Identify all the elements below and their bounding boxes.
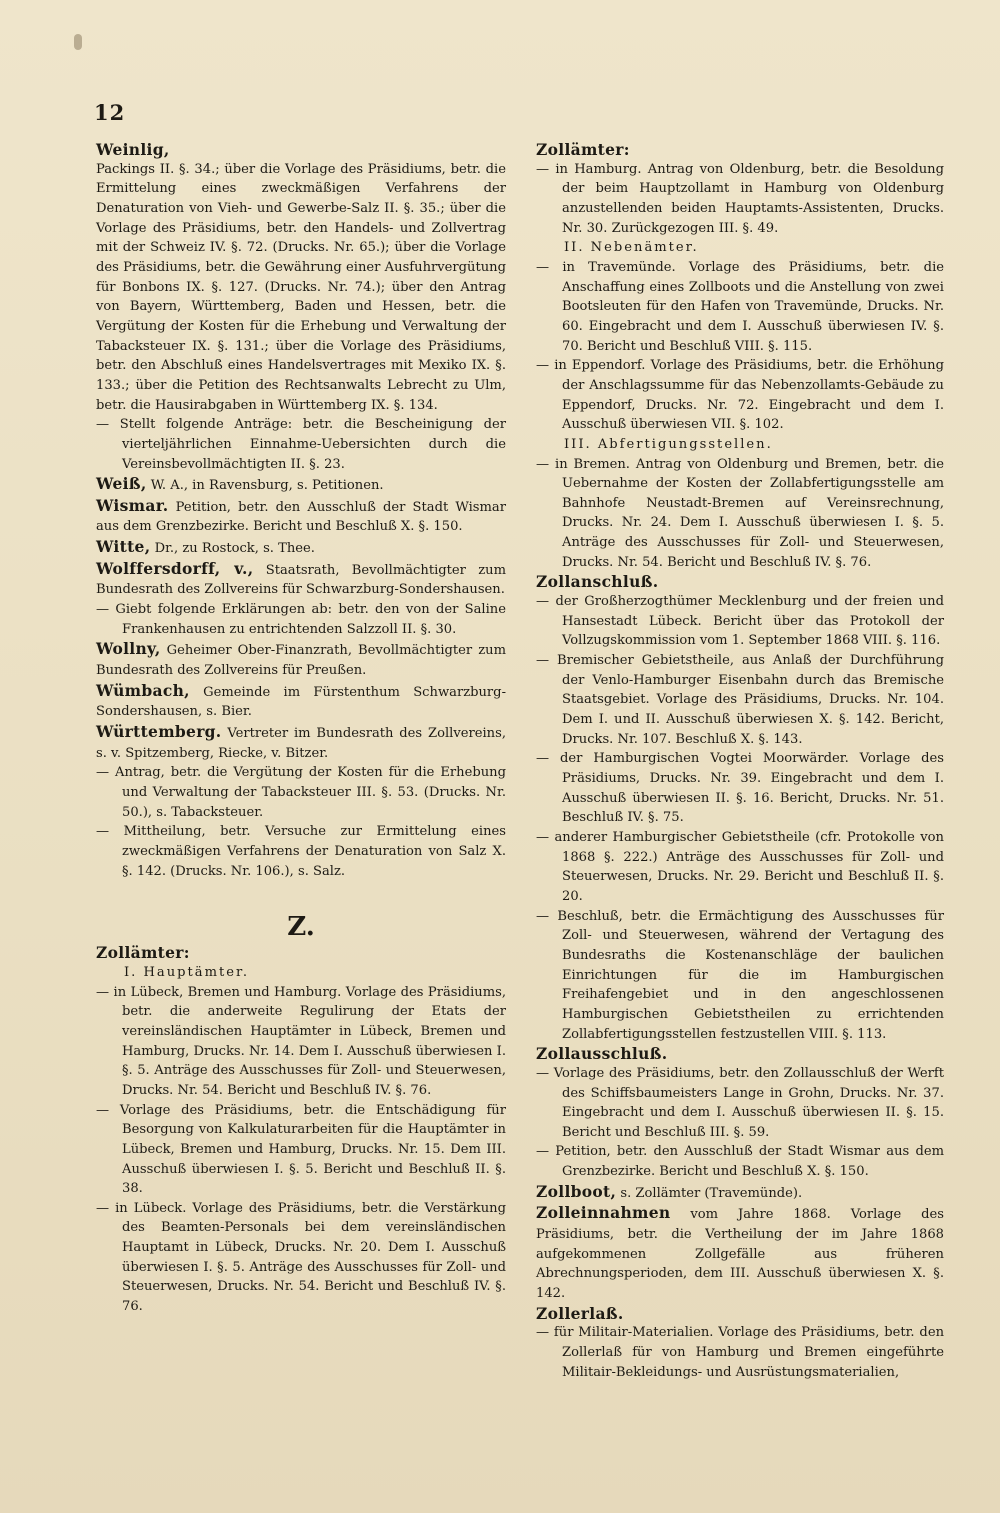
index-heading: Zollämter: — [536, 140, 630, 159]
index-entry — [96, 639, 506, 680]
entry-keyword: Zolleinnahmen — [536, 1203, 671, 1223]
entry-keyword: Wismar. — [96, 495, 169, 515]
sub-entry: — in Lübeck, Bremen und Hamburg. Vorlage des Präsidiums, betr. die anderweite Regulirung der Etats der vereinsländischen Hauptämter in Lübeck, Bremen und Hamburg, Drucks. Nr. 14. Dem I. Ausschuß überwiesen I. §. 5. Anträge des Ausschusses für Zoll- und Steuerwesen, Drucks. Nr. 54. Bericht und Beschluß IV. §. 76. — [96, 984, 506, 1098]
entry-text: Geheimer Ober-Finanzrath, Bevollmächtigter zum Bundesrath des Zollvereins für Preußen. — [96, 643, 506, 679]
index-entry — [536, 1182, 944, 1204]
sub-entry: — der Großherzogthümer Mecklenburg und der freien und Hansestadt Lübeck. Bericht über das Protokoll der Vollzugskommission vom 1. September 1868 VIII. §. 116. — [536, 594, 944, 649]
entry-text: s. Zollämter (Travemünde). — [616, 1185, 803, 1201]
index-entry — [96, 722, 506, 763]
index-entry — [96, 496, 506, 537]
entry-keyword: Witte, — [96, 537, 151, 557]
section-label: III. Abfertigungsstellen. — [564, 436, 773, 452]
entry-keyword: Wollny, — [96, 639, 161, 659]
index-entry — [536, 1203, 944, 1303]
sub-entry: — in Bremen. Antrag von Oldenburg und Bremen, betr. die Uebernahme der Kosten der Zollabfertigungsstelle am Bahnhofe Neustadt-Bremen auf Vereinsrechnung, Drucks. Nr. 24. Dem I. Ausschuß überwiesen I. §. 5. Anträge des Ausschusses für Zoll- und Steuerwesen, Drucks. Nr. 54. Bericht und Beschluß IV. §. 76. — [536, 456, 944, 570]
entry-keyword: Wolffersdorff, v., — [96, 558, 254, 578]
entry-keyword: Zollboot, — [536, 1181, 617, 1201]
entry-text: Gemeinde im Fürstenthum Schwarzburg-Sondershausen, s. Bier. — [96, 684, 506, 720]
entry-body: Packings II. §. 34.; über die Vorlage des Präsidiums, betr. die Ermittelung eines zweckmäßigen Verfahrens der Denaturation von Vieh- und Gewerbe-Salz II. §. 35.; über die Vorlage des Präsidiums, betr. den Handels- und Zollvertrag mit der Schweiz IV. §. 72. (Drucks. Nr. 65.); über die Vorlage des Präsidiums, betr. die Gewährung einer Ausfuhrvergütung für Bonbons IX. §. 127. (Drucks. Nr. 74.); über den Antrag von Bayern, Württemberg, Baden und Hessen, betr. die Vergütung der Kosten für die Erhebung und Verwaltung der Tabacksteuer IX. §. 131.; über die Vorlage des Präsidiums, betr. den Abschluß eines Handelsvertrages mit Mexiko IX. §. 133.; über die Petition des Rechtsanwalts Lebrecht zu Ulm, betr. die Hausirabgaben in Württemberg IX. §. 134. — [96, 161, 506, 413]
entry-keyword: Württemberg. — [96, 722, 222, 742]
entry-text: vom Jahre 1868. Vorlage des Präsidiums, betr. die Vertheilung der im Jahre 1868 aufgekommenen Zollgefälle aus früheren Abrechnungsperioden, dem III. Ausschuß überwiesen X. §. 142. — [536, 1207, 944, 1302]
index-heading: Weinlig, — [96, 140, 170, 159]
index-heading: Zollausschluß. — [536, 1044, 668, 1064]
sub-entry: — Antrag, betr. die Vergütung der Kosten für die Erhebung und Verwaltung der Tabacksteuer III. §. 53. (Drucks. Nr. 50.), s. Tabacksteuer. — [96, 765, 506, 820]
entry-text: Petition, betr. den Ausschluß der Stadt Wismar aus dem Grenzbezirke. Bericht und Beschluß X. §. 150. — [96, 499, 506, 535]
entry-keyword: Weiß, — [96, 474, 147, 494]
letter-divider: Z. — [287, 912, 315, 943]
index-entry — [96, 474, 506, 496]
sub-entry: — in Lübeck. Vorlage des Präsidiums, betr. die Verstärkung des Beamten-Personals bei dem vereinsländischen Hauptamt in Lübeck, Drucks. Nr. 20. Dem I. Ausschuß überwiesen I. §. 5. Anträge des Ausschusses für Zoll- und Steuerwesen, Drucks. Nr. 54. Bericht und Beschluß IV. §. 76. — [96, 1200, 506, 1315]
sub-entry: — Bremischer Gebietstheile, aus Anlaß der Durchführung der Venlo-Hamburger Eisenbahn durch das Bremische Staatsgebiet. Vorlage des Präsidiums, Drucks. Nr. 104. Dem I. und II. Ausschuß überwiesen X. §. 142. Bericht, Drucks. Nr. 107. Beschluß X. §. 143. — [536, 653, 944, 747]
entry-keyword: Wümbach, — [96, 680, 190, 700]
sub-entry: — Giebt folgende Erklärungen ab: betr. den von der Saline Frankenhausen zu entrichtenden Salzzoll II. §. 30. — [96, 602, 506, 637]
sub-entry: — in Travemünde. Vorlage des Präsidiums, betr. die Anschaffung eines Zollboots und die Anstellung von zwei Bootsleuten für den Hafen von Travemünde, Drucks. Nr. 60. Eingebracht und dem I. Ausschuß überwiesen IV. §. 70. Bericht und Beschluß VIII. §. 115. — [536, 259, 944, 354]
sub-entry: — Beschluß, betr. die Ermächtigung des Ausschusses für Zoll- und Steuerwesen, während der Vertagung des Bundesraths die Kostenanschläge der baulichen Einrichtungen für die im Hamburgischen Freihafengebiet und in den angeschlossenen Hamburgischen Gebietstheilen zu errichtenden Zollabfertigungsstellen festzustellen VIII. §. 113. — [536, 908, 944, 1042]
index-heading: Zollanschluß. — [536, 572, 659, 592]
index-entry — [96, 559, 506, 600]
sub-entry: — Stellt folgende Anträge: betr. die Bescheinigung der vierteljährlichen Einnahme-Uebersichten durch die Vereinsbevollmächtigten II. §. 23. — [96, 417, 506, 472]
sub-entry: — der Hamburgischen Vogtei Moorwärder. Vorlage des Präsidiums, Drucks. Nr. 39. Eingebracht und dem I. Ausschuß überwiesen II. §. 16. Bericht, Drucks. Nr. 51. Beschluß IV. §. 75. — [536, 751, 944, 826]
entry-text: W. A., in Ravensburg, s. Petitionen. — [146, 478, 384, 494]
sub-entry: — in Hamburg. Antrag von Oldenburg, betr. die Besoldung der beim Hauptzollamt in Hamburg von Oldenburg anzustellenden beiden Hauptamts-Assistenten, Drucks. Nr. 30. Zurückgezogen III. §. 49. — [536, 161, 944, 236]
section-label: I. Hauptämter. — [124, 964, 250, 980]
left-column — [96, 140, 506, 1317]
sub-entry: — Vorlage des Präsidiums, betr. den Zollausschluß der Werft des Schiffsbaumeisters Lange in Grohn, Drucks. Nr. 37. Eingebracht und dem I. Ausschuß überwiesen II. §. 15. Bericht und Beschluß III. §. 59. — [536, 1065, 944, 1140]
sub-entry: — Mittheilung, betr. Versuche zur Ermittelung eines zweckmäßigen Verfahrens der Denaturation von Salz X. §. 142. (Drucks. Nr. 106.), s. Salz. — [96, 824, 506, 879]
index-heading: Zollämter: — [96, 943, 190, 963]
sub-entry: — anderer Hamburgischer Gebietstheile (cfr. Protokolle von 1868 §. 222.) Anträge des Ausschusses für Zoll- und Steuerwesen, Drucks. Nr. 29. Bericht und Beschluß II. §. 20. — [536, 829, 944, 904]
index-entry — [96, 681, 506, 722]
sub-entry: — Vorlage des Präsidiums, betr. die Entschädigung für Besorgung von Kalkulaturarbeiten für die Hauptämter in Lübeck, Bremen und Hamburg, Drucks. Nr. 15. Dem III. Ausschuß überwiesen I. §. 5. Bericht und Beschluß II. §. 38. — [96, 1102, 506, 1197]
index-heading: Zollerlaß. — [536, 1303, 624, 1323]
right-column — [536, 140, 944, 1382]
sub-entry: — für Militair-Materialien. Vorlage des Präsidiums, betr. den Zollerlaß für von Hamburg und Bremen eingeführte Militair-Bekleidungs- und Ausrüstungsmaterialien, — [536, 1325, 944, 1380]
entry-text: Staatsrath, Bevollmächtigter zum Bundesrath des Zollvereins für Schwarzburg-Sondershausen. — [96, 562, 506, 598]
index-entry — [96, 537, 506, 559]
entry-text: Vertreter im Bundesrath des Zollvereins, s. v. Spitzemberg, Riecke, v. Bitzer. — [96, 726, 506, 761]
sub-entry: — Petition, betr. den Ausschluß der Stadt Wismar aus dem Grenzbezirke. Bericht und Beschluß X. §. 150. — [536, 1144, 944, 1180]
entry-text: Dr., zu Rostock, s. Thee. — [150, 541, 315, 557]
page-number: 12 — [94, 100, 126, 125]
paper-stain — [74, 34, 82, 50]
sub-entry: — in Eppendorf. Vorlage des Präsidiums, betr. die Erhöhung der Anschlagssumme für das Nebenzollamts-Gebäude zu Eppendorf, Drucks. Nr. 72. Eingebracht und dem I. Ausschuß überwiesen VII. §. 102. — [536, 358, 944, 433]
section-label: II. Nebenämter. — [564, 240, 699, 256]
